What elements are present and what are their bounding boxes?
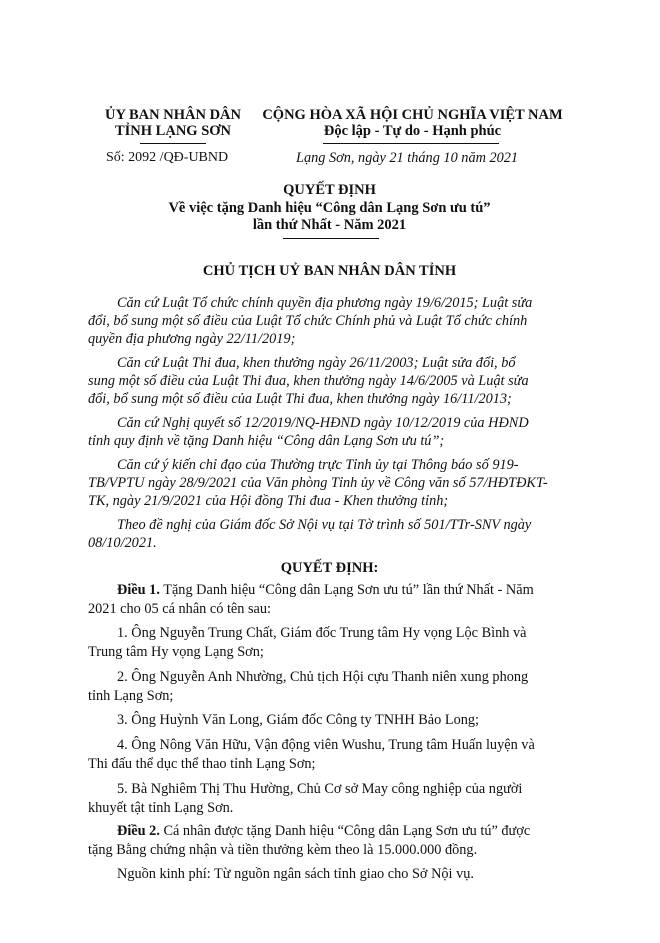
issuing-authority: CHỦ TỊCH UỶ BAN NHÂN DÂN TỈNH: [202, 263, 457, 279]
national-title: CỘNG HÒA XÃ HỘI CHỦ NGHĨA VIỆT NAM: [262, 107, 563, 123]
basis-1-line1: Căn cứ Luật Tổ chức chính quyền địa phương ngày 19/6/2015; Luật sửa: [117, 295, 533, 311]
document-type: QUYẾT ĐỊNH: [283, 182, 376, 198]
honoree-5-line1: 5. Bà Nghiêm Thị Thu Hường, Chủ Cơ sở May công nghiệp của người: [117, 781, 523, 797]
basis-5-line2: 08/10/2021.: [88, 535, 157, 551]
motto-underline: [323, 143, 499, 144]
agency-name-line2: TỈNH LẠNG SƠN: [114, 123, 232, 139]
agency-underline: [140, 143, 206, 144]
decision-heading: QUYẾT ĐỊNH:: [280, 560, 379, 576]
basis-4-line3: TK, ngày 21/9/2021 của Hội đồng Thi đua - Khen thưởng tỉnh;: [88, 493, 449, 509]
honoree-4-line2: Thi đấu thể dục thể thao tỉnh Lạng Sơn;: [88, 756, 316, 772]
honoree-4-line1: 4. Ông Nông Văn Hữu, Vận động viên Wushu, Trung tâm Huấn luyện và: [117, 737, 535, 753]
basis-1-line2: đổi, bổ sung một số điều của Luật Tổ chức Chính phủ và Luật Tổ chức chính: [88, 313, 528, 329]
article-2-label: Điều 2.: [117, 823, 160, 839]
basis-2-line3: đổi, bổ sung một số điều của Luật Thi đua, khen thưởng ngày 16/11/2013;: [88, 391, 512, 407]
document-subject-line2: lần thứ Nhất - Năm 2021: [252, 217, 407, 233]
article-1-line2: 2021 cho 05 cá nhân có tên sau:: [88, 601, 272, 617]
basis-5-line1: Theo đề nghị của Giám đốc Sở Nội vụ tại Tờ trình số 501/TTr-SNV ngày: [117, 517, 532, 533]
honoree-5-line2: khuyết tật tỉnh Lạng Sơn.: [88, 800, 234, 816]
article-2-line2: tặng Bằng chứng nhận và tiền thưởng kèm theo là 15.000.000 đồng.: [88, 842, 478, 858]
honoree-1-line1: 1. Ông Nguyễn Trung Chất, Giám đốc Trung tâm Hy vọng Lộc Bình và: [117, 625, 527, 641]
basis-3-line1: Căn cứ Nghị quyết số 12/2019/NQ-HĐND ngày 10/12/2019 của HĐND: [117, 415, 529, 431]
article-1-label: Điều 1.: [117, 582, 160, 598]
document-subject-line1: Về việc tặng Danh hiệu “Công dân Lạng Sơn ưu tú”: [168, 200, 491, 216]
basis-4-line1: Căn cứ ý kiến chỉ đạo của Thường trực Tỉnh ủy tại Thông báo số 919-: [117, 457, 519, 473]
document-number: Số: 2092 /QĐ-UBND: [106, 150, 229, 165]
article-2-line1: [117, 823, 530, 840]
basis-2-line2: sung một số điều của Luật Thi đua, khen thưởng ngày 14/6/2005 và Luật sửa: [88, 373, 529, 389]
honoree-1-line2: Trung tâm Hy vọng Lạng Sơn;: [88, 644, 264, 660]
basis-1-line3: quyền địa phương ngày 22/11/2019;: [88, 331, 296, 347]
agency-name-line1: ỦY BAN NHÂN DÂN: [104, 107, 241, 123]
article-1-text: Tặng Danh hiệu “Công dân Lạng Sơn ưu tú” lần thứ Nhất - Năm: [159, 582, 534, 598]
basis-4-line2: TB/VPTU ngày 28/9/2021 của Văn phòng Tỉnh ủy về Công văn số 57/HĐTĐKT-: [88, 475, 548, 491]
honoree-2-line2: tỉnh Lạng Sơn;: [88, 688, 174, 704]
article-1-line1: [117, 582, 534, 599]
basis-3-line2: tỉnh quy định về tặng Danh hiệu “Công dân Lạng Sơn ưu tú”;: [88, 433, 445, 449]
place-and-date: Lạng Sơn, ngày 21 tháng 10 năm 2021: [296, 150, 519, 166]
national-motto: Độc lập - Tự do - Hạnh phúc: [323, 123, 502, 139]
honoree-2-line1: 2. Ông Nguyễn Anh Nhường, Chủ tịch Hội cựu Thanh niên xung phong: [117, 669, 529, 685]
article-2-text: Cá nhân được tặng Danh hiệu “Công dân Lạng Sơn ưu tú” được: [159, 823, 531, 839]
funding-source: Nguồn kinh phí: Từ nguồn ngân sách tỉnh giao cho Sở Nội vụ.: [117, 866, 474, 882]
title-underline: [283, 238, 379, 239]
honoree-3: 3. Ông Huỳnh Văn Long, Giám đốc Công ty TNHH Bảo Long;: [117, 712, 480, 728]
basis-2-line1: Căn cứ Luật Thi đua, khen thưởng ngày 26/11/2003; Luật sửa đổi, bổ: [117, 355, 516, 371]
